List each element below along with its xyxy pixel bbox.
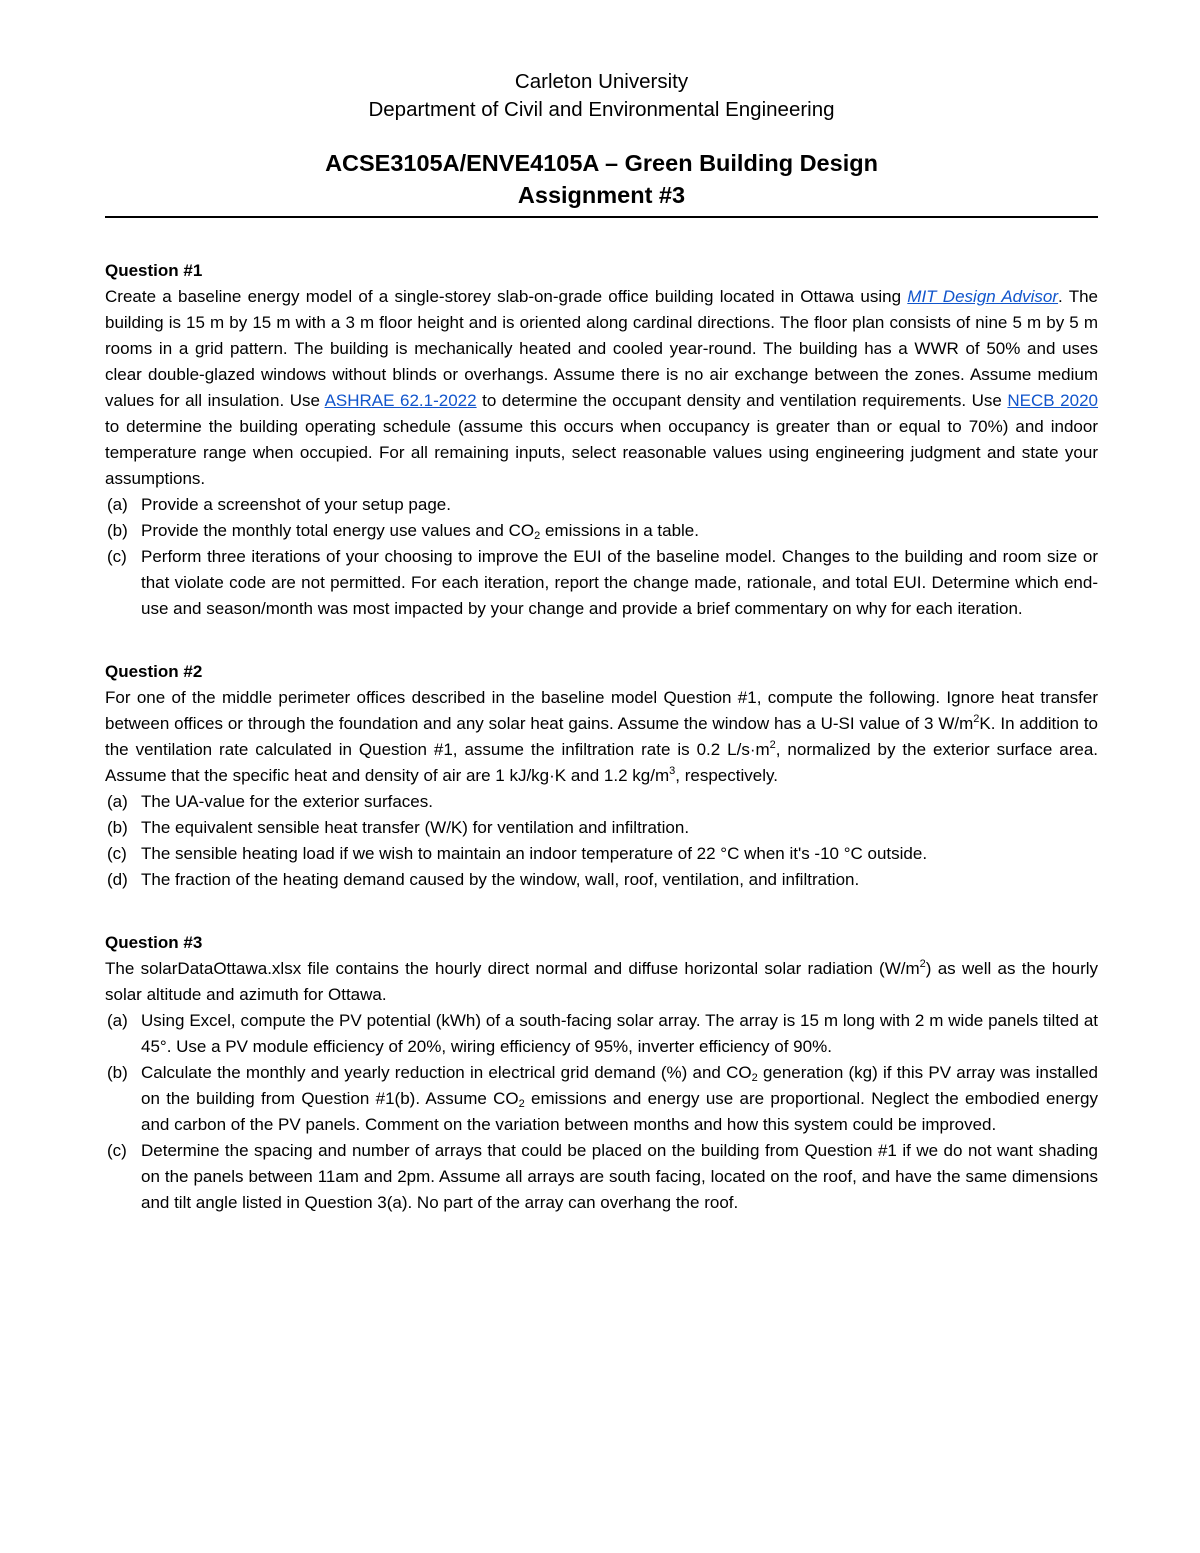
q1-text-part: . The building is 15 m by 15 m with a 3 m floor height and is oriented along cardinal directions. The floor plan consists of nine 5 m by 5 m rooms in a grid pattern. The building is mechanically heated and cooled year-round. The building has a WWR of 50% and uses clear double-glazed windows without blinds or overhangs. Assume there is no air exchange between the zones. Assume medium values for all insulation. Use bbox=[105, 287, 1098, 410]
question-1-heading: Question #1 bbox=[105, 261, 203, 280]
item-text: Provide a screenshot of your setup page. bbox=[141, 495, 451, 514]
superscript: 3 bbox=[669, 765, 676, 777]
item-text: Using Excel, compute the PV potential (kWh) of a south-facing solar array. The array is 15 m long with 2 m wide panels tilted at 45°. Use a PV module efficiency of 20%, wiring efficiency of 95%, inverter efficiency of 90%. bbox=[141, 1011, 1098, 1056]
question-2-text bbox=[105, 685, 1098, 789]
item-label: (d) bbox=[107, 870, 128, 889]
list-item bbox=[105, 789, 1098, 815]
question-1-parts bbox=[105, 492, 1098, 622]
item-label: (b) bbox=[107, 818, 128, 837]
text-part: emissions and energy use are proportional. Neglect the embodied energy and carbon of the PV panels. Comment on the variation between months and how this system could be improved. bbox=[141, 1089, 1098, 1134]
item-label: (a) bbox=[107, 1011, 128, 1030]
list-item bbox=[105, 544, 1098, 622]
list-item bbox=[105, 867, 1098, 893]
subscript: 2 bbox=[751, 1072, 758, 1084]
q2-text-part: K. In addition to the ventilation rate calculated in Question #1, assume the infiltration rate is 0.2 L/s·m bbox=[105, 714, 1099, 759]
question-3-text bbox=[105, 956, 1098, 1008]
department-name: Department of Civil and Environmental Engineering bbox=[368, 98, 835, 121]
university-name: Carleton University bbox=[514, 70, 689, 93]
assignment-title: Assignment #3 bbox=[517, 182, 686, 208]
item-text bbox=[141, 518, 1098, 544]
item-text: The sensible heating load if we wish to maintain an indoor temperature of 22 °C when it's -10 °C outside. bbox=[141, 844, 928, 863]
text-part: Provide the monthly total energy use values and CO bbox=[141, 521, 535, 540]
item-text: The equivalent sensible heat transfer (W/K) for ventilation and infiltration. bbox=[141, 818, 690, 837]
q3-text-part: The solarDataOttawa.xlsx file contains the hourly direct normal and diffuse horizontal solar radiation (W/m bbox=[105, 959, 920, 978]
title-divider bbox=[105, 216, 1098, 218]
item-text: Determine the spacing and number of arrays that could be placed on the building from Question #1 if we do not want shading on the panels between 11am and 2pm. Assume all arrays are south facing, located on the roof, and have the same dimensions and tilt angle listed in Question 3(a). No part of the array can overhang the roof. bbox=[141, 1141, 1098, 1212]
text-part: emissions in a table. bbox=[540, 521, 699, 540]
q2-text-part: For one of the middle perimeter offices described in the baseline model Question #1, compute the following. Ignore heat transfer between offices or through the foundation and any solar heat gains. Assume the window has a U-SI value of 3 W/m bbox=[105, 688, 1098, 733]
item-text: Perform three iterations of your choosing to improve the EUI of the baseline model. Changes to the building and room size or that violate code are not permitted. For each iteration, report the change made, rationale, and total EUI. Determine which end-use and season/month was most impacted by your change and provide a brief commentary on why for each iteration. bbox=[141, 547, 1098, 618]
superscript: 2 bbox=[769, 739, 776, 751]
question-3-parts bbox=[105, 1008, 1098, 1216]
item-label: (b) bbox=[107, 1063, 128, 1082]
item-label: (c) bbox=[107, 844, 127, 863]
mit-design-advisor-link[interactable]: MIT Design Advisor bbox=[907, 287, 1059, 306]
q2-text-part: , respectively. bbox=[675, 766, 778, 785]
item-label: (c) bbox=[107, 547, 127, 566]
item-label: (a) bbox=[107, 495, 128, 514]
text-part: generation (kg) if this PV array was installed on the building from Question #1(b). Assume CO bbox=[141, 1063, 1099, 1108]
q2-text-part: , normalized by the exterior surface area. Assume that the specific heat and density of air are 1 kJ/kg·K and 1.2 kg/m bbox=[105, 740, 1099, 785]
document-page bbox=[105, 68, 1098, 1216]
list-item bbox=[105, 815, 1098, 841]
list-item bbox=[105, 1138, 1098, 1216]
subscript: 2 bbox=[518, 1098, 525, 1110]
question-2-parts bbox=[105, 789, 1098, 893]
ashrae-link[interactable]: ASHRAE 62.1-2022 bbox=[324, 391, 477, 410]
superscript: 2 bbox=[919, 958, 926, 970]
list-item bbox=[105, 492, 1098, 518]
item-text bbox=[141, 1060, 1098, 1138]
list-item bbox=[105, 1060, 1098, 1138]
item-label: (c) bbox=[107, 1141, 127, 1160]
subscript: 2 bbox=[534, 530, 541, 542]
list-item bbox=[105, 518, 1098, 544]
q1-text-part: to determine the building operating schedule (assume this occurs when occupancy is greater than or equal to 70%) and indoor temperature range when occupied. For all remaining inputs, select reasonable values using engineering judgment and state your assumptions. bbox=[105, 417, 1098, 488]
course-title: ACSE3105A/ENVE4105A – Green Building Design bbox=[325, 150, 878, 176]
item-text: The UA-value for the exterior surfaces. bbox=[141, 792, 433, 811]
list-item bbox=[105, 841, 1098, 867]
text-part: Calculate the monthly and yearly reduction in electrical grid demand (%) and CO bbox=[141, 1063, 752, 1082]
q1-text-part: Create a baseline energy model of a single-storey slab-on-grade office building located in Ottawa using bbox=[105, 287, 908, 306]
question-3-heading: Question #3 bbox=[105, 933, 203, 952]
item-label: (a) bbox=[107, 792, 128, 811]
list-item bbox=[105, 1008, 1098, 1060]
item-text: The fraction of the heating demand caused by the window, wall, roof, ventilation, and infiltration. bbox=[141, 870, 860, 889]
q3-text-part: ) as well as the hourly solar altitude and azimuth for Ottawa. bbox=[105, 959, 1099, 1004]
necb-link[interactable]: NECB 2020 bbox=[1007, 391, 1099, 410]
question-2-heading: Question #2 bbox=[105, 662, 203, 681]
question-1-text bbox=[105, 284, 1098, 492]
superscript: 2 bbox=[973, 713, 980, 725]
q1-text-part: to determine the occupant density and ventilation requirements. Use bbox=[476, 391, 1008, 410]
item-label: (b) bbox=[107, 521, 128, 540]
